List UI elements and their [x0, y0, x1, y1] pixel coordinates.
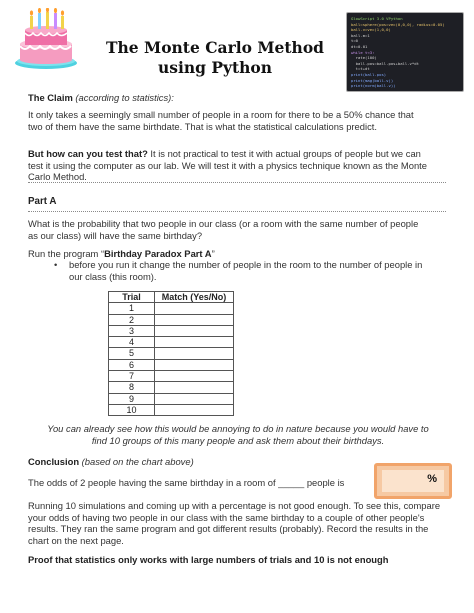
percent-sign: % — [427, 473, 437, 485]
code-line: ball=sphere(pos=vec(0,0,0), radius=0.05) — [351, 21, 445, 27]
trials-table — [108, 291, 234, 416]
italic-note: You can already see how this would be annoying to do in nature because you would have to find 10 groups of this many people and ask them about their birthdays. — [47, 423, 429, 446]
bullet-text: before you run it change the number of people in the room to the number of people in our class (this room). — [69, 259, 423, 282]
table-row — [109, 382, 234, 393]
test-text: It is not practical to test it with actual groups of people but we can test it using the computer as our lab. We will test it with a physics technique known as the Monte Carlo Method. — [28, 148, 427, 183]
code-screenshot — [346, 12, 464, 92]
code-lines — [347, 13, 463, 92]
test-question: But how can you test that? — [28, 148, 148, 159]
match-answer-cell[interactable] — [155, 371, 234, 382]
conclusion-label: Conclusion — [28, 456, 80, 467]
percent-input-box[interactable] — [374, 463, 452, 499]
table-row — [109, 404, 234, 415]
claim-text: It only takes a seemingly small number of people in a room for there to be a 50% chance that two of them have the same birthdate. That is what the statistical calculations predict. — [28, 109, 414, 132]
match-answer-cell[interactable] — [155, 303, 234, 314]
table-row — [109, 314, 234, 325]
page-title — [95, 38, 335, 78]
table-row — [109, 359, 234, 370]
title-line-1: The Monte Carlo Method — [105, 38, 325, 57]
birthday-cake-icon — [10, 8, 82, 72]
run-instruction — [28, 248, 428, 260]
code-line: print(norm(ball.v)) — [351, 83, 396, 89]
match-column-header: Match (Yes/No) — [155, 292, 234, 303]
table-header-row — [109, 292, 234, 303]
trial-number-cell: 2 — [109, 314, 155, 325]
table-row — [109, 303, 234, 314]
table-row — [109, 393, 234, 404]
table-row — [109, 371, 234, 382]
title-line-2: using Python — [157, 58, 273, 77]
match-answer-cell[interactable] — [155, 393, 234, 404]
running-paragraph: Running 10 simulations and coming up with a percentage is not good enough. To see this, compare your odds of having two people in our class with the same birthday to a couple of other people's results. They ran the same program and got different results (probably). Record the results in the chart on the next page. — [28, 500, 441, 546]
trial-number-cell: 1 — [109, 303, 155, 314]
bullet-marker: • — [54, 259, 58, 270]
part-a-heading: Part A — [28, 196, 57, 207]
trial-number-cell: 3 — [109, 325, 155, 336]
table-row — [109, 325, 234, 336]
trial-column-header: Trial — [109, 292, 155, 303]
test-paragraph — [28, 148, 430, 183]
trial-number-cell: 9 — [109, 393, 155, 404]
run-prefix: Run the program “ — [28, 248, 105, 259]
proof-statement: Proof that statistics only works with large numbers of trials and 10 is not enough — [28, 554, 389, 565]
run-suffix: ” — [211, 248, 215, 259]
trial-number-cell: 4 — [109, 337, 155, 348]
code-line: print(ball.pos) — [351, 71, 387, 77]
match-answer-cell[interactable] — [155, 337, 234, 348]
trial-number-cell: 7 — [109, 371, 155, 382]
conclusion-note: (based on the chart above) — [81, 456, 194, 467]
code-line: print(mag(ball.v)) — [351, 77, 394, 83]
odds-sentence: The odds of 2 people having the same birthday in a room of _____ people is — [28, 477, 345, 488]
table-row — [109, 348, 234, 359]
code-line: ball.v=vec(1,0,0) — [351, 27, 391, 33]
code-line: while t<3: — [351, 49, 375, 55]
trials-table-body — [109, 303, 234, 416]
divider-1 — [28, 182, 446, 183]
match-answer-cell[interactable] — [155, 325, 234, 336]
code-line: t=t+dt — [351, 66, 370, 72]
match-answer-cell[interactable] — [155, 314, 234, 325]
program-name: Birthday Paradox Part A — [104, 248, 212, 259]
code-line: dt=0.01 — [351, 43, 368, 49]
match-answer-cell[interactable] — [155, 404, 234, 415]
match-answer-cell[interactable] — [155, 348, 234, 359]
divider-2 — [28, 211, 446, 212]
code-line: ball.m=1 — [351, 32, 370, 38]
claim-note: (according to statistics): — [75, 92, 174, 103]
code-line: rate(100) — [351, 55, 377, 61]
table-row — [109, 337, 234, 348]
code-line: t=0 — [351, 38, 359, 44]
trial-number-cell: 8 — [109, 382, 155, 393]
claim-heading — [28, 92, 448, 104]
trial-number-cell: 5 — [109, 348, 155, 359]
claim-label: The Claim — [28, 92, 73, 103]
conclusion-heading — [28, 456, 428, 468]
match-answer-cell[interactable] — [155, 382, 234, 393]
code-line: ball.pos=ball.pos+ball.v*dt — [351, 60, 419, 66]
trial-number-cell: 6 — [109, 359, 155, 370]
trial-number-cell: 10 — [109, 404, 155, 415]
match-answer-cell[interactable] — [155, 359, 234, 370]
code-line: GlowScript 3.0 VPython — [351, 16, 403, 21]
part-a-question: What is the probability that two people in our class (or a room with the same number of people as our class) will have the same birthday? — [28, 218, 419, 241]
